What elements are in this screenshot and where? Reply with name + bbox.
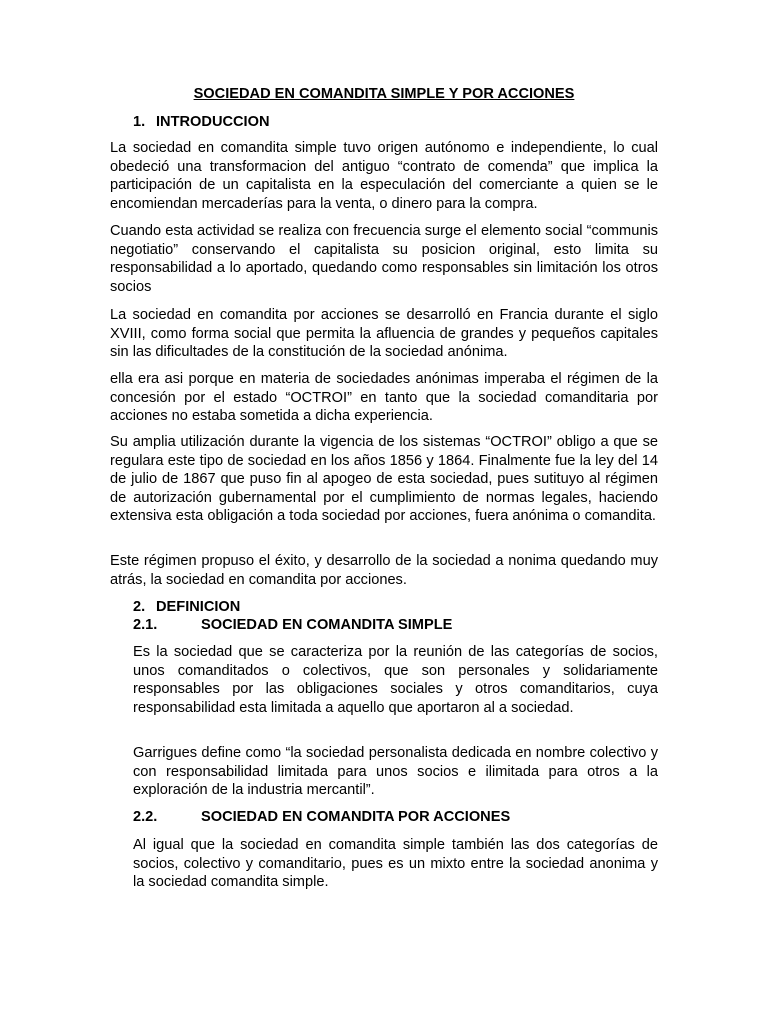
section-heading-definicion <box>133 598 241 617</box>
paragraph: Al igual que la sociedad en comandita simple también las dos categorías de socios, colectivo y comanditario, pues es un mixto entre la sociedad anonima y la sociedad comandita simple. <box>133 837 658 891</box>
section-number: 1. <box>133 114 146 130</box>
section-heading-introduccion <box>133 113 270 132</box>
section-title: INTRODUCCION <box>156 114 270 130</box>
paragraph: La sociedad en comandita simple tuvo origen autónomo e independiente, lo cual obedeció una transformacion del antiguo “contrato de comenda” que implica la participación de un capitalista en la especulación del comerciante a quien se le encomiendan mercaderías para la venta, o dinero para la compra. <box>110 140 658 212</box>
section-title: DEFINICION <box>156 599 241 615</box>
document-title: SOCIEDAD EN COMANDITA SIMPLE Y POR ACCIONES <box>193 86 575 102</box>
subsection-title: SOCIEDAD EN COMANDITA POR ACCIONES <box>201 809 511 825</box>
subsection-title: SOCIEDAD EN COMANDITA SIMPLE <box>201 617 453 633</box>
section-number: 2. <box>133 599 146 615</box>
paragraph: La sociedad en comandita por acciones se desarrolló en Francia durante el siglo XVIII, como forma social que permita la afluencia de grandes y pequeños capitales sin las dificultades de la constitución de la sociedad anónima. <box>110 307 658 361</box>
paragraph: Garrigues define como “la sociedad personalista dedicada en nombre colectivo y con responsabilidad limitada para unos socios e ilimitada para otros a la exploración de la industria mercantil”. <box>133 745 658 799</box>
subsection-number: 2.2. <box>133 809 158 825</box>
subsection-heading-comandita-acciones <box>133 808 658 827</box>
paragraph: Su amplia utilización durante la vigencia de los sistemas “OCTROI” obligo a que se regulara este tipo de sociedad en los años 1856 y 1864. Finalmente fue la ley del 14 de julio de 1867 que puso fin al apogeo de esta sociedad, pues sutituyo al régimen de autorización gubernamental por el cumplimiento de normas legales, haciendo extensiva esta obligación a toda sociedad por acciones, fuera anónima o comandita. <box>110 434 658 525</box>
paragraph: Este régimen propuso el éxito, y desarrollo de la sociedad a nonima quedando muy atrás, la sociedad en comandita por acciones. <box>110 553 658 588</box>
subsection-heading-comandita-simple <box>133 616 658 635</box>
paragraph: Es la sociedad que se caracteriza por la reunión de las categorías de socios, unos comanditados o colectivos, que son personales y solidariamente responsables por las obligaciones sociales y otros comanditarios, cuya responsabilidad esta limitada a aquello que aportaron al a sociedad. <box>133 644 658 716</box>
paragraph: ella era asi porque en materia de sociedades anónimas imperaba el régimen de la concesión por el estado “OCTROI” en tanto que la sociedad comanditaria por acciones no estaba sometida a dicha experiencia. <box>110 371 658 425</box>
paragraph: Cuando esta actividad se realiza con frecuencia surge el elemento social “communis negotiatio” conservando el capitalista su posicion original, esto limita su responsabilidad a lo aportado, quedando como responsables sin limitación los otros socios <box>110 223 658 295</box>
subsection-number: 2.1. <box>133 617 158 633</box>
